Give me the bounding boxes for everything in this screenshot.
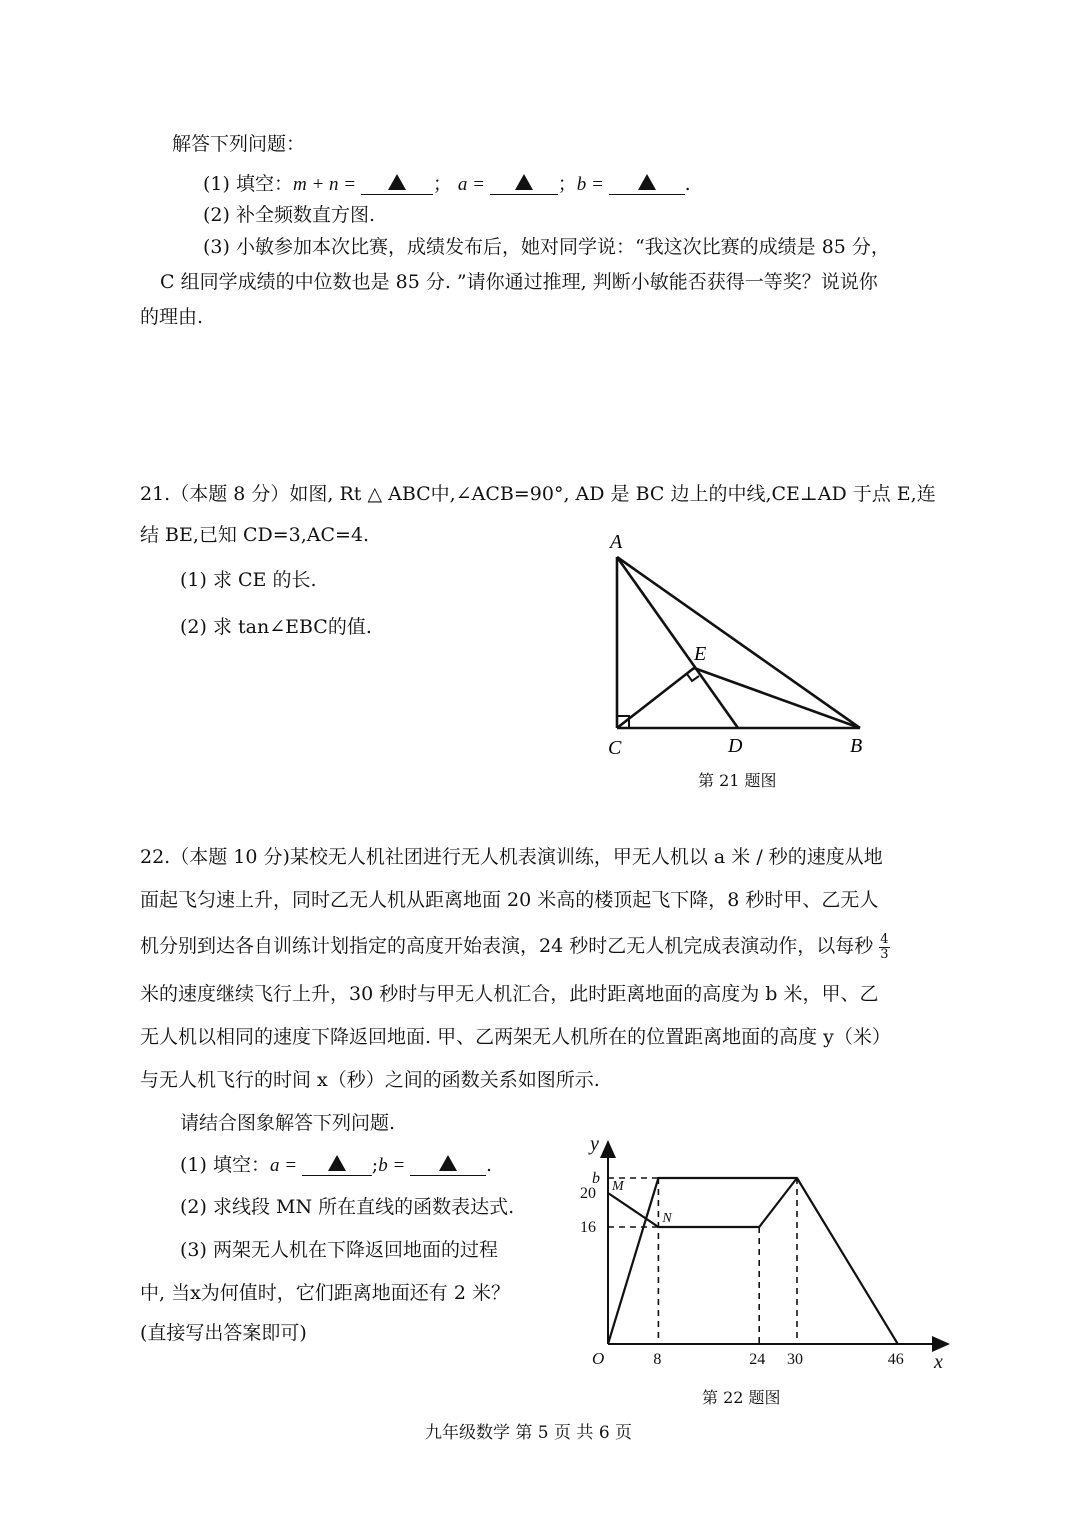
x-axis-label: x xyxy=(934,1351,943,1373)
q22-part3-line1: (3) 两架无人机在下降返回地面的过程 xyxy=(180,1239,498,1261)
q22-line3 xyxy=(140,932,890,962)
label-D: D xyxy=(728,735,743,757)
y-tick-label-b: b xyxy=(592,1170,600,1187)
x-tick-label-30: 30 xyxy=(787,1351,803,1368)
blank-q22-a[interactable] xyxy=(302,1153,372,1176)
series-line-drone-jia xyxy=(608,1178,898,1344)
q20-part2: (2) 补全频数直方图. xyxy=(203,204,375,226)
point-M-label: M xyxy=(612,1179,624,1194)
x-tick-label-46: 46 xyxy=(887,1351,904,1368)
segment-EB xyxy=(694,668,860,728)
q22-part2: (2) 求线段 MN 所在直线的函数表达式. xyxy=(180,1196,515,1218)
triangle-marker-icon xyxy=(439,1155,457,1171)
q22-part3-line3: (直接写出答案即可) xyxy=(140,1322,307,1344)
y-axis-label: y xyxy=(590,1133,599,1155)
blank-b[interactable] xyxy=(609,172,685,195)
q20-part3-line3: 的理由. xyxy=(140,306,204,328)
q22-part1-prefix: (1) 填空： xyxy=(180,1154,270,1176)
q20-part3-line1: (3) 小敏参加本次比赛，成绩发布后，她对同学说：“我这次比赛的成绩是 85 分， xyxy=(203,236,890,258)
q20-a-label: a = xyxy=(457,174,490,195)
q21-heading: 21.（本题 8 分）如图, xyxy=(140,483,340,505)
q21-caption: 第 21 题图 xyxy=(698,771,777,790)
triangle-marker-icon xyxy=(328,1155,346,1171)
q20-m-plus-n-label: m + n = xyxy=(292,174,361,195)
x-tick-label-8: 8 xyxy=(653,1351,662,1368)
q22-line2: 面起飞匀速上升，同时乙无人机从距离地面 20 米高的楼顶起飞下降，8 秒时甲、乙无人 xyxy=(140,889,879,911)
point-N-label: N xyxy=(662,1211,672,1226)
q20-part1 xyxy=(203,170,691,199)
blank-q22-b[interactable] xyxy=(410,1153,486,1176)
sep: ； xyxy=(557,173,577,195)
triangle-marker-icon xyxy=(388,174,406,190)
q22-part1 xyxy=(180,1151,492,1180)
q22-line7: 请结合图象解答下列问题. xyxy=(180,1112,396,1134)
label-C: C xyxy=(608,737,622,759)
q22-line1: 22.（本题 10 分)某校无人机社团进行无人机表演训练，甲无人机以 a 米 / 秒的速度从地 xyxy=(140,846,883,868)
q22-line5: 无人机以相同的速度下降返回地面. 甲、乙两架无人机所在的位置距离地面的高度 y（米） xyxy=(140,1026,891,1048)
fraction-denominator: 3 xyxy=(880,946,889,962)
fraction-four-thirds xyxy=(879,933,889,962)
page-footer: 九年级数学 第 5 页 共 6 页 xyxy=(425,1423,633,1443)
segment-AD xyxy=(617,557,738,728)
q21-triangle-figure xyxy=(590,520,890,770)
right-angle-mark-E xyxy=(687,674,699,681)
q22-part3-line2: 中, 当x为何值时，它们距离地面还有 2 米？ xyxy=(140,1282,510,1304)
q20-part3-line2: C 组同学成绩的中位数也是 85 分. ”请你通过推理, 判断小敏能否获得一等奖？说说你 xyxy=(160,271,878,293)
q22-line6: 与无人机飞行的时间 x（秒）之间的函数关系如图所示. xyxy=(140,1069,600,1091)
q21-line1 xyxy=(140,480,936,508)
sep: ； xyxy=(432,173,452,195)
origin-label: O xyxy=(592,1349,605,1368)
q21-part1: (1) 求 CE 的长. xyxy=(180,569,317,591)
q21-part2: (2) 求 tan∠EBC的值. xyxy=(180,616,372,638)
q22-caption: 第 22 题图 xyxy=(702,1388,781,1407)
q22-line4: 米的速度继续飞行上升，30 秒时与甲无人机汇合，此时距离地面的高度为 b 米，甲、乙 xyxy=(140,983,879,1005)
q22-a-label: a = xyxy=(269,1155,302,1176)
q22-function-graph xyxy=(570,1130,960,1380)
end: . xyxy=(486,1154,493,1176)
end: . xyxy=(684,173,691,195)
q22-b-label: b = xyxy=(378,1155,411,1176)
fraction-numerator: 4 xyxy=(880,931,889,947)
x-tick-label-24: 24 xyxy=(749,1351,766,1368)
q22-line3-text: 机分别到达各自训练计划指定的高度开始表演，24 秒时乙无人机完成表演动作，以每秒 xyxy=(140,935,874,957)
blank-m-plus-n[interactable] xyxy=(361,172,433,195)
q20-b-label: b = xyxy=(576,174,609,195)
q21-line1-rest: Rt △ ABC中,∠ACB=90°, AD 是 BC 边上的中线,CE⊥AD 于点 E,连 xyxy=(339,483,936,505)
y-tick-label-20: 20 xyxy=(580,1185,596,1202)
triangle-marker-icon xyxy=(515,174,533,190)
q20-intro: 解答下列问题： xyxy=(172,133,306,155)
label-E: E xyxy=(694,643,707,665)
label-B: B xyxy=(850,735,863,757)
segment-AB xyxy=(617,557,860,728)
y-tick-label-16: 16 xyxy=(580,1219,596,1236)
sep: ; xyxy=(371,1154,379,1176)
blank-a[interactable] xyxy=(490,172,558,195)
q20-part1-prefix: (1) 填空： xyxy=(203,173,293,195)
q21-line2: 结 BE,已知 CD=3,AC=4. xyxy=(140,524,370,546)
series-line-drone-yi xyxy=(608,1178,797,1227)
label-A: A xyxy=(610,531,623,553)
triangle-marker-icon xyxy=(638,174,656,190)
